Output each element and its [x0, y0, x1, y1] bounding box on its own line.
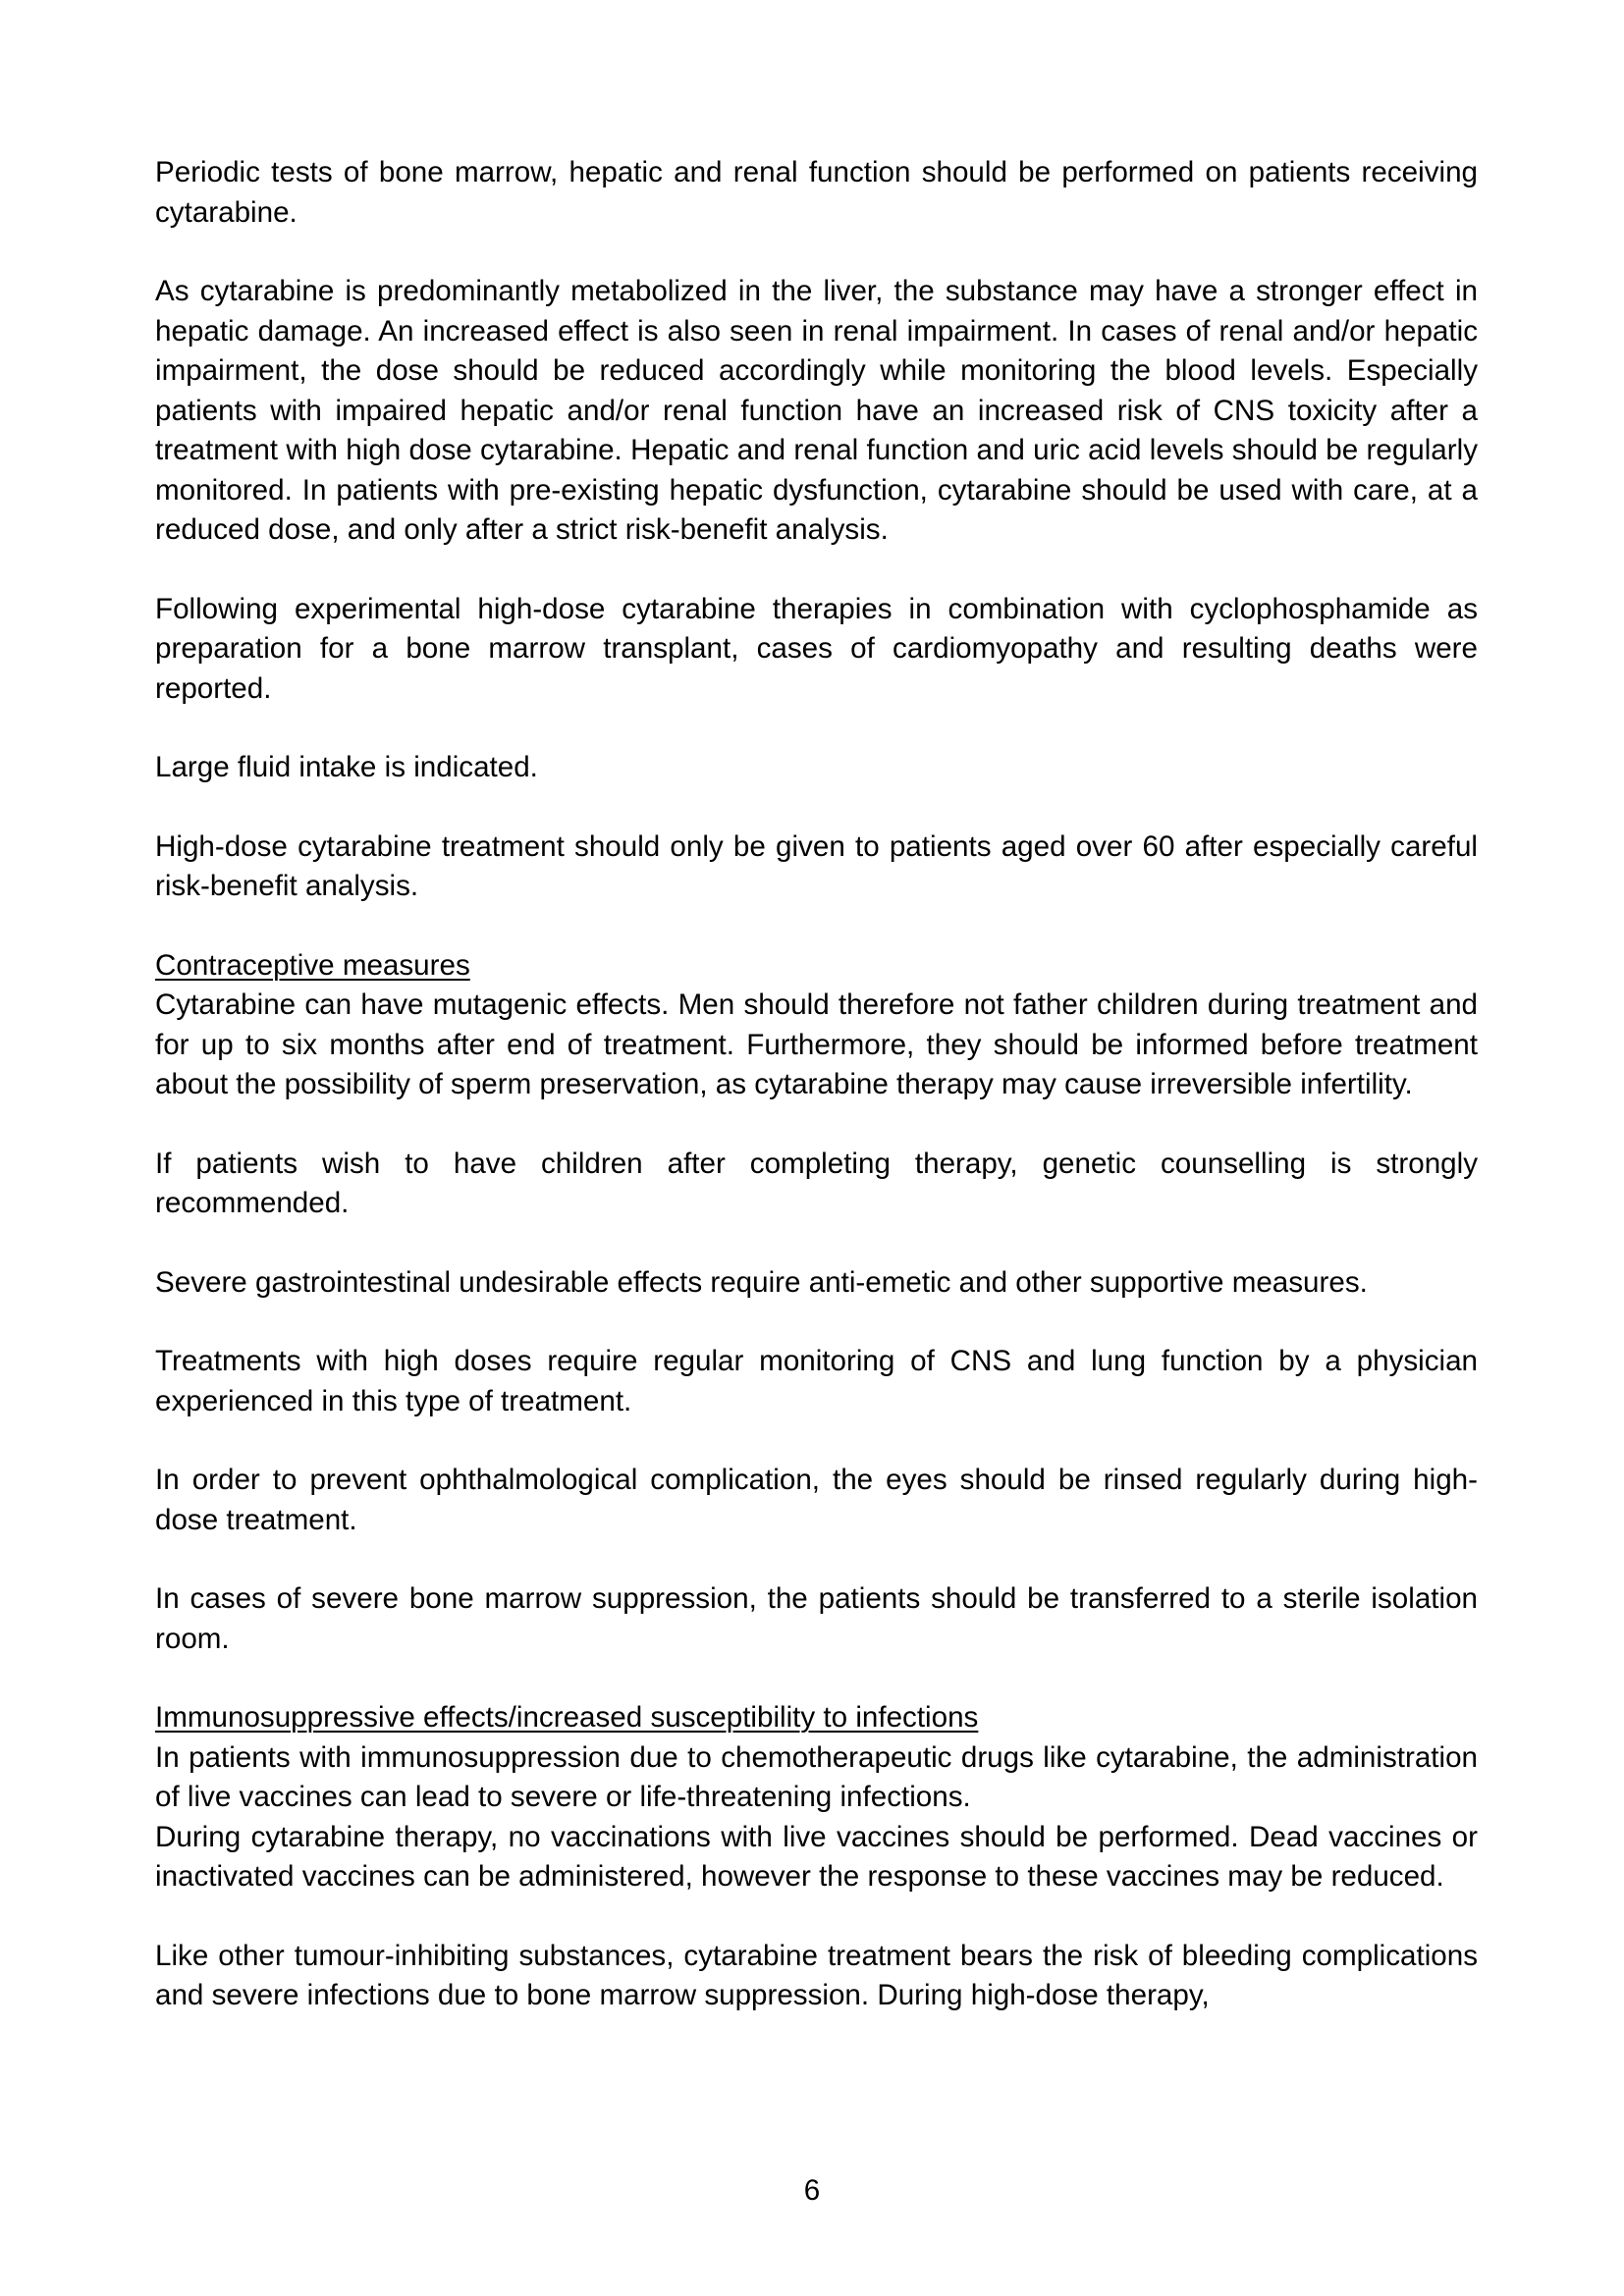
paragraph-cns-lung-monitoring: Treatments with high doses require regular monitoring of CNS and lung function by a physician experienced in this type of treatment. [155, 1345, 1478, 1417]
paragraph-periodic-tests: Periodic tests of bone marrow, hepatic and renal function should be performed on patients receiving cytarabine. [155, 156, 1478, 229]
section-heading-contraceptive: Contraceptive measures [155, 948, 470, 982]
paragraph-high-dose-elderly: High-dose cytarabine treatment should only be given to patients aged over 60 after especially careful risk-benefit analysis. [155, 829, 1478, 902]
paragraph-bleeding-complications: Like other tumour-inhibiting substances, cytarabine treatment bears the risk of bleeding complications and severe infections due to bone marrow suppression. During high-dose therapy, [155, 1939, 1478, 2011]
page-number: 6 [803, 2174, 821, 2207]
paragraph-vaccination-guidance: During cytarabine therapy, no vaccinations with live vaccines should be performed. Dead vaccines or inactivated vaccines can be administered, however the response to these vaccines may be reduced. [155, 1820, 1478, 1893]
paragraph-fluid-intake: Large fluid intake is indicated. [155, 751, 538, 783]
paragraph-live-vaccines-risk: In patients with immunosuppression due to chemotherapeutic drugs like cytarabine, the administration of live vaccines can lead to severe or life-threatening infections. [155, 1740, 1478, 1813]
paragraph-cardiomyopathy: Following experimental high-dose cytarabine therapies in combination with cyclophosphamide as preparation for a bone marrow transplant, cases of cardiomyopathy and resulting deaths were reported. [155, 592, 1478, 705]
paragraph-mutagenic-effects: Cytarabine can have mutagenic effects. Men should therefore not father children during treatment and for up to six months after end of treatment. Furthermore, they should be informed before treatment about the possibility of sperm preservation, as cytarabine therapy may cause irreversible infertility. [155, 988, 1478, 1100]
paragraph-ophthalmological: In order to prevent ophthalmological complication, the eyes should be rinsed regularly during high-dose treatment. [155, 1464, 1478, 1536]
paragraph-gastrointestinal: Severe gastrointestinal undesirable effects require anti-emetic and other supportive measures. [155, 1265, 1368, 1299]
section-heading-immunosuppressive: Immunosuppressive effects/increased susceptibility to infections [155, 1701, 979, 1734]
paragraph-hepatic-metabolism: As cytarabine is predominantly metabolized in the liver, the substance may have a stronger effect in hepatic damage. An increased effect is also seen in renal impairment. In cases of renal and/or hepatic impairment, the dose should be reduced accordingly while monitoring the blood levels. Especially patients with impaired hepatic and/or renal function have an increased risk of CNS toxicity after a treatment with high dose cytarabine. Hepatic and renal function and uric acid levels should be regularly monitored. In patients with pre-existing hepatic dysfunction, cytarabine should be used with care, at a reduced dose, and only after a strict risk-benefit analysis. [155, 275, 1478, 546]
paragraph-genetic-counselling: If patients wish to have children after completing therapy, genetic counselling is strongly recommended. [155, 1147, 1478, 1219]
paragraph-isolation-room: In cases of severe bone marrow suppression, the patients should be transferred to a sterile isolation room. [155, 1582, 1478, 1655]
document-page [155, 153, 1478, 2016]
